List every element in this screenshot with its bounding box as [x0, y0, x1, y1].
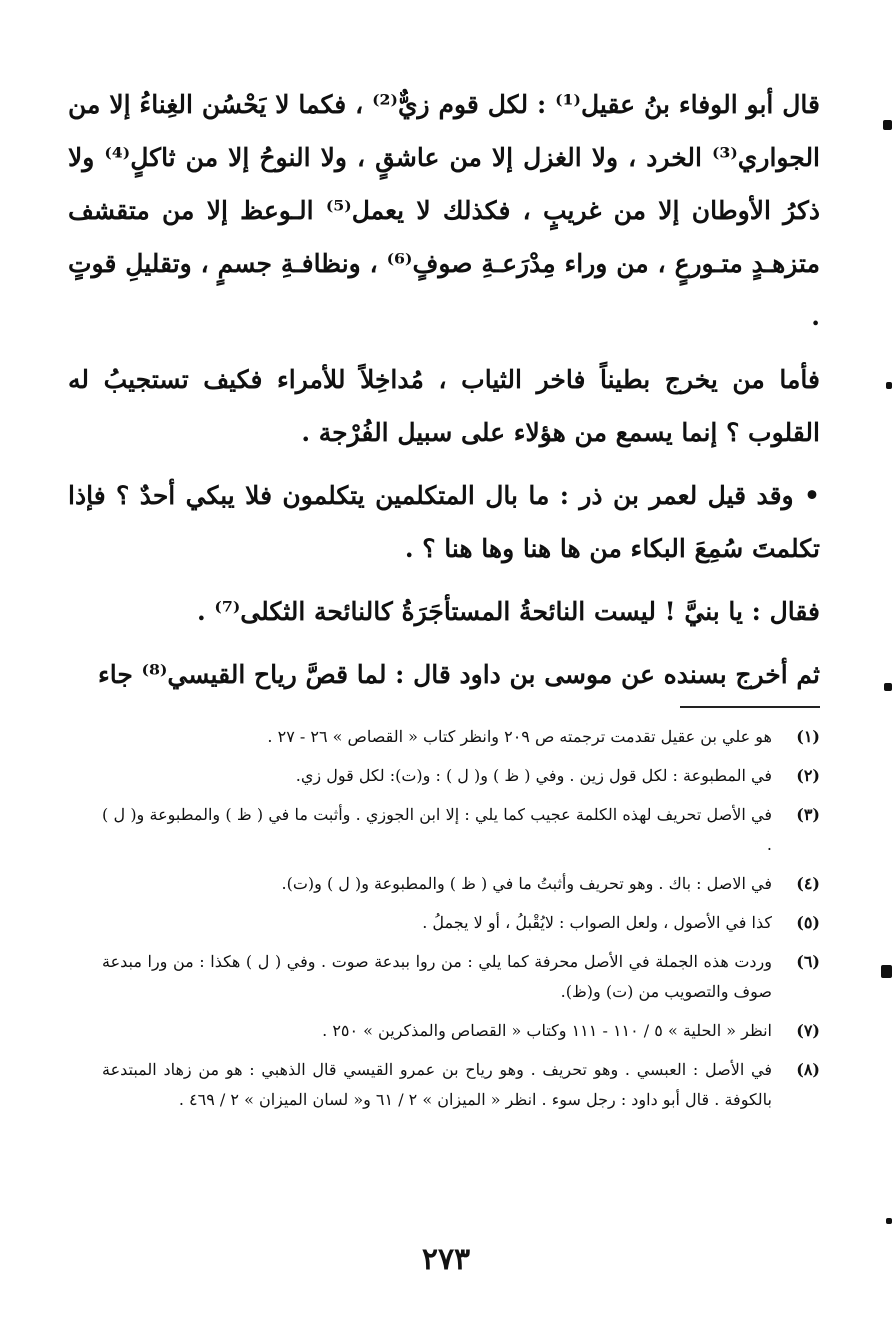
footnotes [102, 722, 820, 1124]
footnote-number: (٤) [796, 874, 820, 893]
footnote-text: في الأصل تحريف لهذه الكلمة عجيب كما يلي : إلا ابن الجوزي . وأثبت ما في ( ظ ) والمطبوعة و( ل ) . [102, 805, 772, 854]
footnote-text: في الاصل : باك . وهو تحريف وأثبتُ ما في ( ظ ) والمطبوعة و( ل ) و(ت). [281, 874, 772, 893]
footnote-text: كذا في الأصول ، ولعل الصواب : لايُقْبلُ ، أو لا يجملُ . [422, 913, 772, 932]
scan-edge-mark [886, 382, 892, 389]
footnote-number: (٨) [796, 1060, 820, 1079]
footnote [102, 800, 820, 860]
footnote [102, 722, 820, 752]
paragraph: فأما من يخرج بطيناً فاخر الثياب ، مُداخِلاً للأمراء فكيف تستجيبُ له القلوب ؟ إنما يسمع من هؤلاء على سبيل الفُرْجة . [68, 365, 821, 447]
footnote-text: وردت هذه الجملة في الأصل محرفة كما يلي : من روا ببدعة صوت . وفي ( ل ) هكذا : من ورا مبدعة صوف والتصويب من (ت) و(ظ). [102, 952, 772, 1001]
scan-edge-mark [886, 1218, 892, 1224]
footnote-number: (٧) [796, 1021, 820, 1040]
paragraph: ثم أخرج بسنده عن موسى بن داود قال : لما قصَّ رياح القيسي⁽⁸⁾ جاء [98, 660, 820, 689]
footnote-number: (٦) [796, 952, 820, 971]
footnote-text: انظر « الحلية » ٥ / ١١٠ - ١١١ وكتاب « القصاص والمذكرين » ٢٥٠ . [322, 1021, 772, 1040]
paragraph: قال أبو الوفاء بنُ عقيل⁽¹⁾ : لكل قوم زيٌّ⁽²⁾ ، فكما لا يَحْسُن الغِناءُ إلا من الجواري⁽³⁾ الخرد ، ولا الغزل إلا من عاشقٍ ، ولا النوحُ إلا من ثاكلٍ⁽⁴⁾ ولا ذكرُ الأوطان إلا من غريبٍ ، فكذلك لا يعمل⁽⁵⁾ الـوعظ إلا من متقشف متزهـدٍ متـورعٍ ، من وراء مِدْرَعـةِ صوفٍ⁽⁶⁾ ، ونظافـةِ جسمٍ ، وتقليلِ قوتٍ . [68, 90, 821, 331]
footnote-separator [680, 706, 820, 708]
footnote [102, 1016, 820, 1046]
footnote [102, 761, 820, 791]
footnote [102, 869, 820, 899]
footnote [102, 1055, 820, 1115]
footnote [102, 947, 820, 1007]
footnote [102, 908, 820, 938]
scan-edge-mark [884, 683, 892, 691]
footnote-number: (١) [796, 727, 820, 746]
footnote-number: (٢) [796, 766, 820, 785]
footnote-text: في المطبوعة : لكل قول زين . وفي ( ظ ) و( ل ) : و(ت): لكل قول زي. [295, 766, 772, 785]
paragraph: فقال : يا بنيَّ ! ليست النائحةُ المستأجَرَةُ كالنائحة الثكلى⁽⁷⁾ . [197, 597, 820, 626]
footnote-text: في الأصل : العبسي . وهو تحريف . وهو رياح بن عمرو القيسي قال الذهبي : هو من زهاد المبتدعة بالكوفة . قال أبو داود : رجل سوء . انظر « الميزان » ٢ / ٦١ و« لسان الميزان » ٢ / ٤٦٩ . [102, 1060, 772, 1109]
page-number: ٢٧٣ [421, 1242, 471, 1277]
scan-edge-mark [883, 120, 892, 130]
footnote-number: (٣) [796, 805, 820, 824]
paragraph: • وقد قيل لعمر بن ذر : ما بال المتكلمين يتكلمون فلا يبكي أحدٌ ؟ فإذا تكلمتَ سُمِعَ البكاء من ها هنا وها هنا ؟ . [68, 481, 820, 563]
main-text [68, 78, 820, 701]
footnote-number: (٥) [796, 913, 820, 932]
footnote-text: هو علي بن عقيل تقدمت ترجمته ص ٢٠٩ وانظر كتاب « القصاص » ٢٦ - ٢٧ . [267, 727, 772, 746]
scan-edge-mark [881, 965, 892, 978]
